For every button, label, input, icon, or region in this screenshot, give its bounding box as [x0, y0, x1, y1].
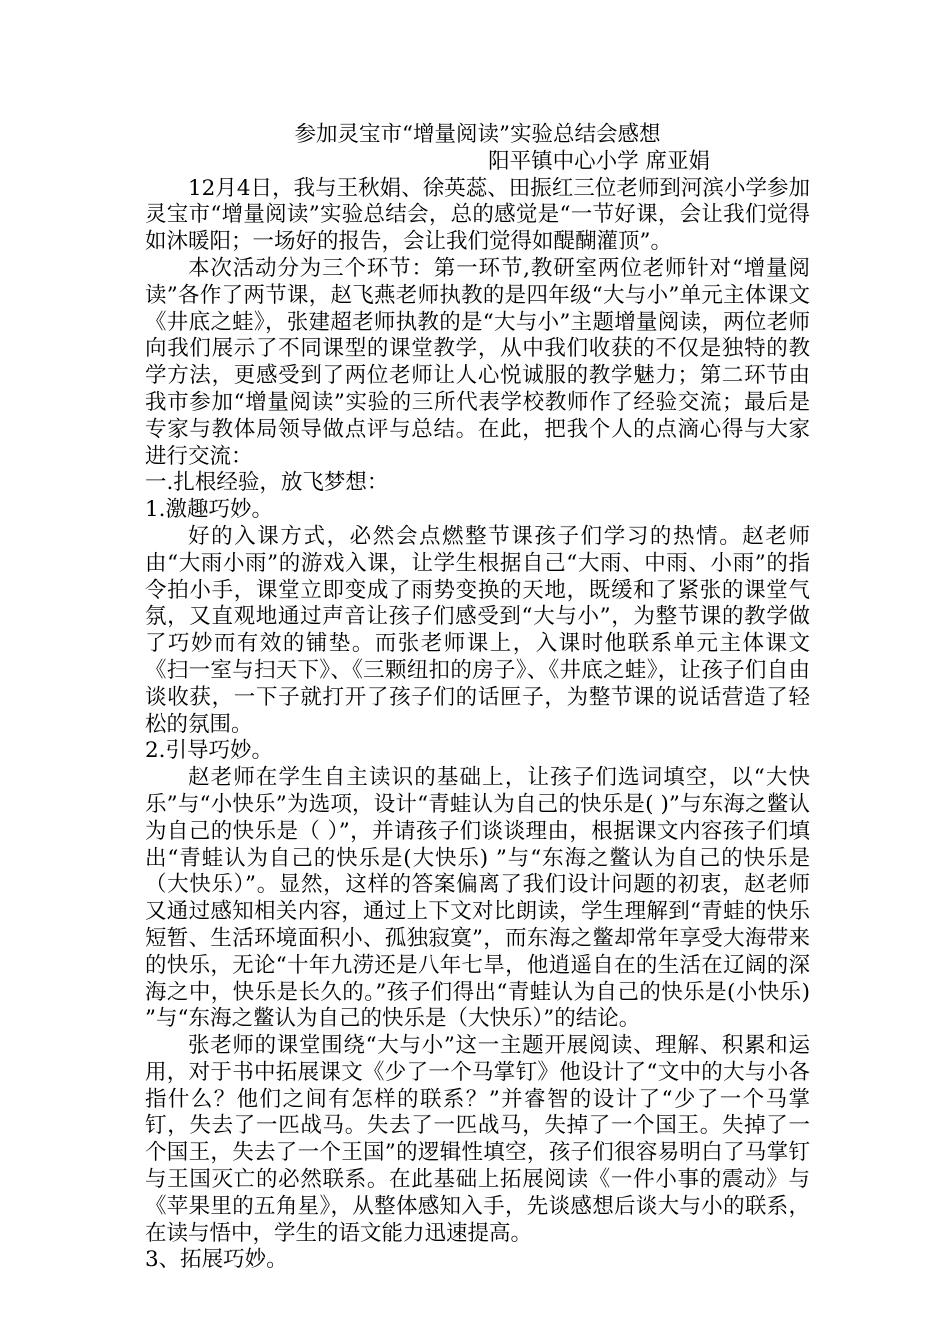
- subsection-heading-1: 1.激趣巧妙。: [145, 497, 274, 523]
- subsection-1-paragraph: 好的入课方式，必然会点燃整节课孩子们学习的热情。赵老师由“大雨小雨”的游戏入课，让学生根据自己“大雨、中雨、小雨”的指令拍小手，课堂立即变成了雨势变换的天地，既缓和了紧张的课堂气氛，又直观地通过声音让孩子们感受到“大与小”，为整节课的教学做了巧妙而有效的铺垫。而张老师课上，入课时他联系单元主体课文《扫一室与扫天下》、《三颗纽扣的房子》、《井底之蛙》，让孩子们自由谈收获，一下子就打开了孩子们的话匣子，为整节课的说话营造了轻松的氛围。: [145, 523, 810, 737]
- section-heading-1: 一.扎根经验，放飞梦想：: [145, 470, 389, 496]
- document-title: 参加灵宝市“增量阅读”实验总结会感想: [294, 122, 661, 147]
- subsection-2-paragraph-2: 张老师的课堂围绕“大与小”这一主题开展阅读、理解、积累和运用，对于书中拓展课文《少了一个马掌钉》他设计了“文中的大与小各指什么？他们之间有怎样的联系？”并睿智的设计了“少了一个马掌钉，失去了一匹战马。失去了一匹战马，失掉了一个国王。失掉了一个国王，失去了一个王国”的逻辑性填空，孩子们很容易明白了马掌钉与王国灭亡的必然联系。在此基础上拓展阅读《一件小事的震动》与《苹果里的五角星》，从整体感知入手，先谈感想后谈大与小的联系，在读与悟中，学生的语文能力迅速提高。: [145, 1033, 810, 1246]
- subsection-2-paragraph-1: 赵老师在学生自主读识的基础上，让孩子们选词填空，以“大快乐”与“小快乐”为选项，设计“青蛙认为自己的快乐是( )”与东海之鳖认为自己的快乐是（ ）”，并请孩子们谈谈理由，根据课文内容孩子们填出“青蛙认为自己的快乐是(大快乐) ”与“东海之鳖认为自己的快乐是（大快乐）”。显然，这样的答案偏离了我们设计问题的初衷，赵老师又通过感知相关内容，通过上下文对比朗读，学生理解到“青蛙的快乐短暂、生活环境面积小、孤独寂寞”，而东海之鳖却常年享受大海带来的快乐，无论“十年九涝还是八年七旱，他逍遥自在的生活在辽阔的深海之中，快乐是长久的。”孩子们得出“青蛙认为自己的快乐是(小快乐) ”与“东海之鳖认为自己的快乐是（大快乐）”的结论。: [145, 765, 810, 1032]
- subsection-heading-3: 3、拓展巧妙。: [145, 1247, 288, 1273]
- activity-paragraph: 本次活动分为三个环节：第一环节,教研室两位老师针对“增量阅读”各作了两节课，赵飞燕老师执教的是四年级“大与小”单元主体课文《井底之蛙》，张建超老师执教的是“大与小”主题增量阅读，两位老师向我们展示了不同课型的课堂教学，从中我们收获的不仅是独特的教学方法，更感受到了两位老师让人心悦诚服的教学魅力；第二环节由我市参加“增量阅读”实验的三所代表学校教师作了经验交流；最后是专家与教体局领导做点评与总结。在此，把我个人的点滴心得与大家进行交流：: [145, 255, 810, 469]
- subsection-heading-2: 2.引导巧妙。: [145, 738, 274, 764]
- document-page: [145, 122, 810, 1274]
- intro-paragraph: 12月4日，我与王秋娟、徐英蕊、田振红三位老师到河滨小学参加灵宝市“增量阅读”实验总结会，总的感觉是“一节好课，会让我们觉得如沐暖阳；一场好的报告，会让我们觉得如醍醐灌顶”。: [145, 175, 810, 255]
- document-author: 阳平镇中心小学 席亚娟: [488, 148, 710, 174]
